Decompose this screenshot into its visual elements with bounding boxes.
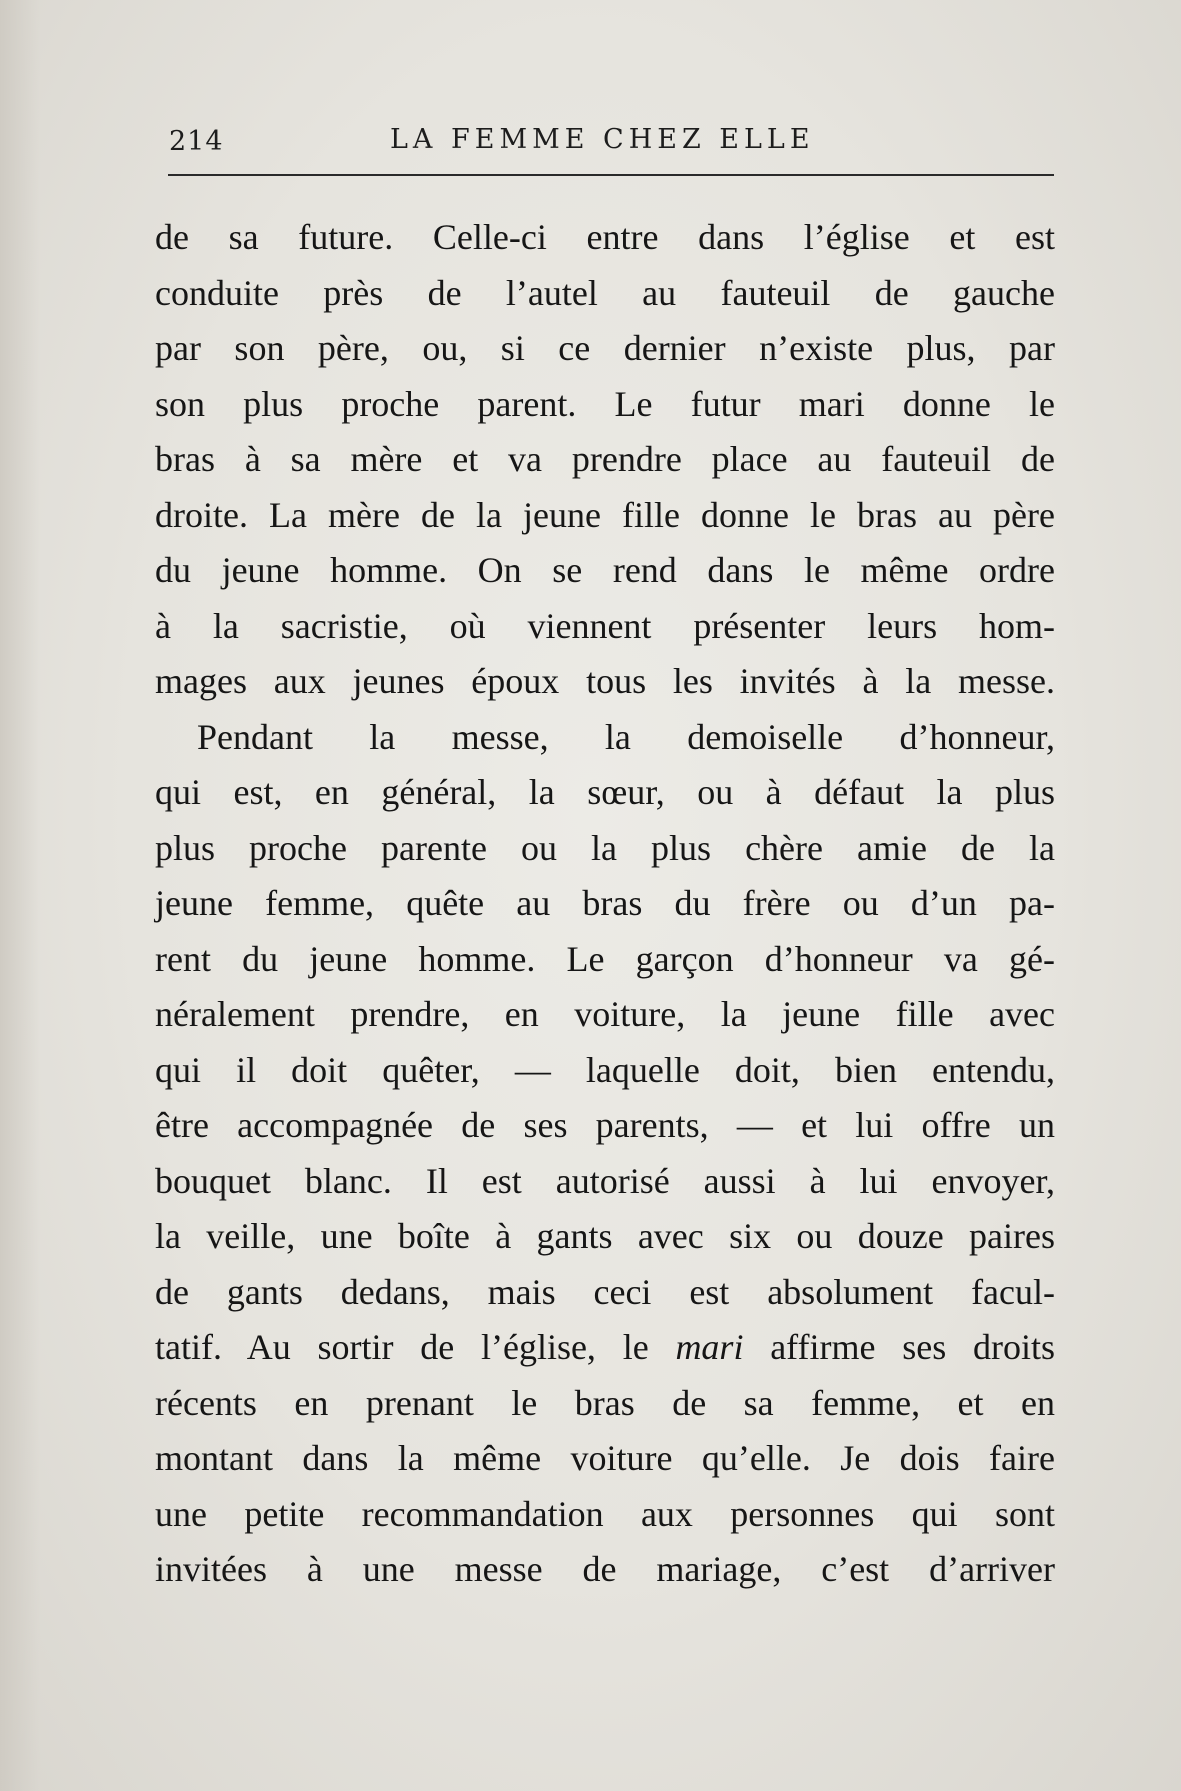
text-segment: tatif. Au sortir de l’église, le [155, 1327, 676, 1367]
running-head [165, 122, 1055, 162]
text-line: à la sacristie, où viennent présenter leurs hom- [155, 605, 1055, 646]
text-line: rent du jeune homme. Le garçon d’honneur va gé- [155, 938, 1055, 979]
text-line: mages aux jeunes époux tous les invités à la messe. [155, 661, 1055, 701]
paragraph-start-line: Pendant la messe, la demoiselle d’honneur, [197, 716, 1055, 757]
text-line: qui il doit quêter, — laquelle doit, bien entendu, [155, 1049, 1055, 1090]
text-line: par son père, ou, si ce dernier n’existe plus, par [155, 328, 1055, 368]
text-line: du jeune homme. On se rend dans le même ordre [155, 550, 1055, 590]
text-line-with-italic [155, 1320, 1055, 1376]
body-text [155, 210, 1055, 1598]
text-line: bras à sa mère et va prendre place au fauteuil de [155, 439, 1055, 479]
text-line: son plus proche parent. Le futur mari donne le [155, 383, 1055, 424]
page-shadow-edge [0, 0, 40, 1791]
text-line: conduite près de l’autel au fauteuil de gauche [155, 272, 1055, 313]
text-line: une petite recommandation aux personnes qui sont [155, 1493, 1055, 1534]
text-line: néralement prendre, en voiture, la jeune fille avec [155, 994, 1055, 1034]
page-number: 214 [169, 126, 224, 157]
text-line: jeune femme, quête au bras du frère ou d’un pa- [155, 883, 1055, 923]
text-line: plus proche parente ou la plus chère amie de la [155, 827, 1055, 868]
text-line: de gants dedans, mais ceci est absolument facul- [155, 1271, 1055, 1312]
text-line: récents en prenant le bras de sa femme, et en [155, 1382, 1055, 1423]
text-line: invitées à une messe de mariage, c’est d’arriver [155, 1549, 1055, 1589]
italic-word: mari [675, 1327, 744, 1367]
text-line: montant dans la même voiture qu’elle. Je dois faire [155, 1438, 1055, 1478]
text-line: de sa future. Celle-ci entre dans l’église et est [155, 217, 1055, 257]
text-line: bouquet blanc. Il est autorisé aussi à lui envoyer, [155, 1160, 1055, 1201]
text-line: qui est, en général, la sœur, ou à défaut la plus [155, 772, 1055, 812]
running-title: LA FEMME CHEZ ELLE [390, 124, 815, 155]
header-rule [168, 174, 1054, 176]
text-line: la veille, une boîte à gants avec six ou douze paires [155, 1216, 1055, 1256]
text-line: être accompagnée de ses parents, — et lui offre un [155, 1105, 1055, 1145]
text-segment: affirme ses droits [743, 1327, 1055, 1367]
text-line: droite. La mère de la jeune fille donne le bras au père [155, 494, 1055, 535]
